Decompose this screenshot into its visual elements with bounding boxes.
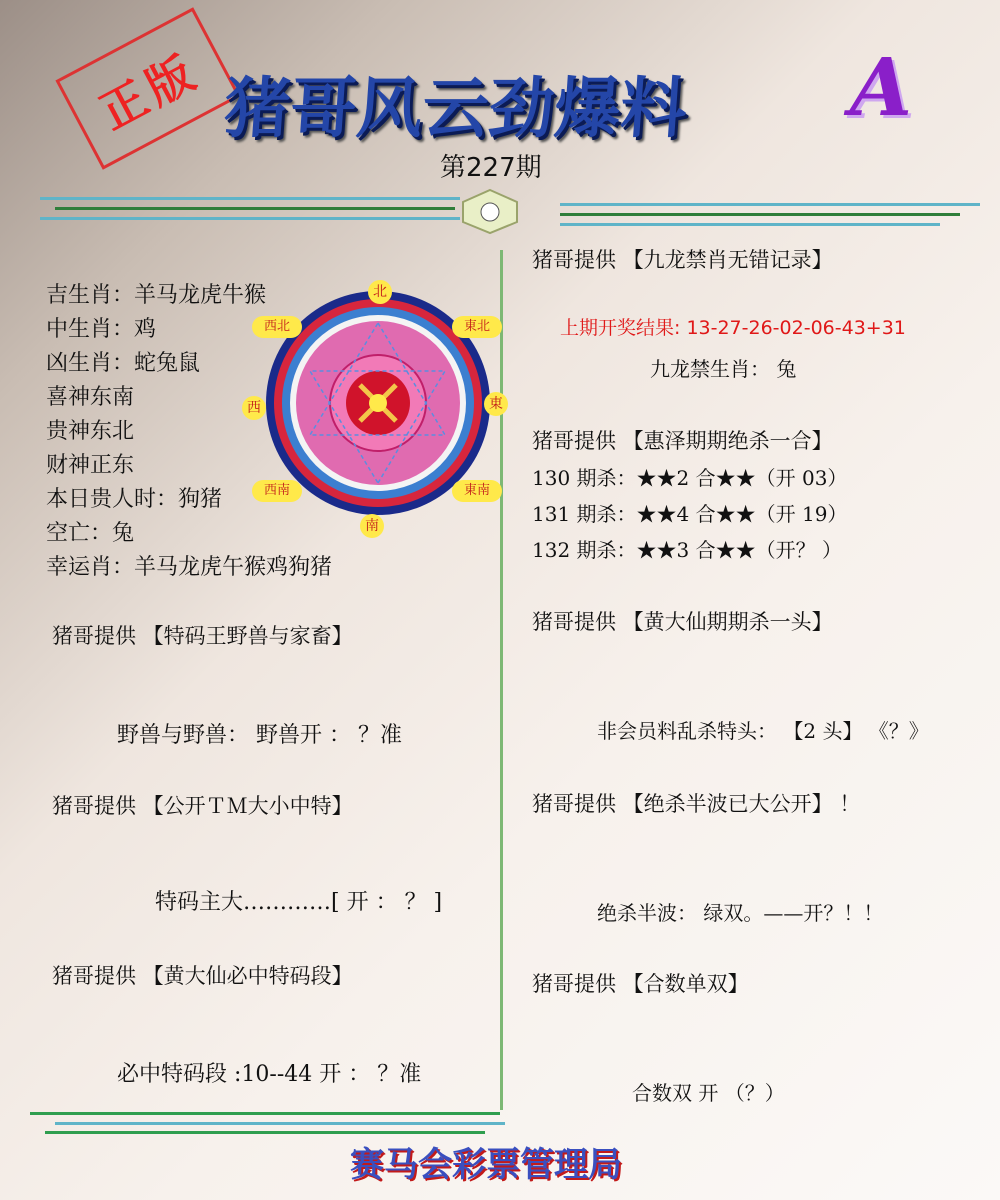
- footer-title: 赛马会彩票管理局: [350, 1145, 622, 1185]
- zodiac-line: 吉生肖：羊马龙虎牛猴: [46, 283, 267, 308]
- section-provider: 猪哥提供 【公开ＴＭ大小中特】: [52, 794, 353, 818]
- forbidden-zodiac: 九龙禁生肖： 兔: [650, 357, 797, 381]
- section-content: 野兽与野兽： 野兽开 ： ？准: [117, 723, 402, 748]
- zodiac-line: 幸运肖：羊马龙虎午猴鸡狗猪: [46, 555, 333, 580]
- bagua-ornament: [455, 186, 525, 236]
- section-content: 特码主大…………[ 开 ： ？ ]: [155, 890, 443, 915]
- compass-south-label: 南: [360, 514, 384, 538]
- zodiac-line: 中生肖：鸡: [46, 317, 157, 342]
- section-provider: 猪哥提供 【黄大仙期期杀一头】: [532, 610, 833, 634]
- section-provider: 猪哥提供 【绝杀半波已大公开】 ！: [532, 792, 861, 816]
- zodiac-line: 财神正东: [46, 453, 135, 478]
- section-provider: 猪哥提供 【特码王野兽与家畜】: [52, 624, 353, 648]
- section-provider: 猪哥提供 【九龙禁肖无错记录】: [532, 248, 833, 272]
- section-content: 非会员料乱杀特头： 【2 头】 《？》: [597, 719, 929, 743]
- compass-southwest-label: 西南: [252, 480, 302, 502]
- zodiac-line: 本日贵人时：狗猪: [46, 487, 223, 512]
- compass-west-label: 西: [242, 396, 266, 420]
- compass-north-label: 北: [368, 280, 392, 304]
- section-content: 必中特码段 :10--44 开 ： ？准: [117, 1062, 422, 1087]
- section-provider: 猪哥提供 【合数单双】: [532, 972, 749, 996]
- zodiac-line: 喜神东南: [46, 385, 135, 410]
- kill-row: 132 期杀：★★3 合★★（开？ ）: [532, 538, 842, 562]
- section-provider: 猪哥提供 【黄大仙必中特码段】: [52, 964, 353, 988]
- section-content: 绝杀半波： 绿双。——开？！！: [597, 901, 884, 925]
- compass-northwest-label: 西北: [252, 316, 302, 338]
- compass-east-label: 東: [484, 392, 508, 416]
- compass-northeast-label: 東北: [452, 316, 502, 338]
- zodiac-line: 空亡：兔: [46, 521, 135, 546]
- zodiac-line: 贵神东北: [46, 419, 135, 444]
- compass-southeast-label: 東南: [452, 480, 502, 502]
- page-title: 猪哥风云劲爆料: [221, 70, 690, 147]
- authentic-stamp: 正版: [55, 7, 240, 169]
- issue-number: 第227期: [440, 153, 542, 183]
- section-provider: 猪哥提供 【惠泽期期绝杀一合】: [532, 429, 833, 453]
- zodiac-line: 凶生肖：蛇兔鼠: [46, 351, 201, 376]
- section-content: 合数双 开 （？）: [632, 1081, 785, 1105]
- badge-letter: A: [850, 40, 913, 134]
- last-draw-result: 上期开奖结果: 13-27-26-02-06-43+31: [560, 317, 906, 339]
- kill-row: 130 期杀：★★2 合★★（开 03）: [532, 466, 848, 490]
- kill-row: 131 期杀：★★4 合★★（开 19）: [532, 502, 848, 526]
